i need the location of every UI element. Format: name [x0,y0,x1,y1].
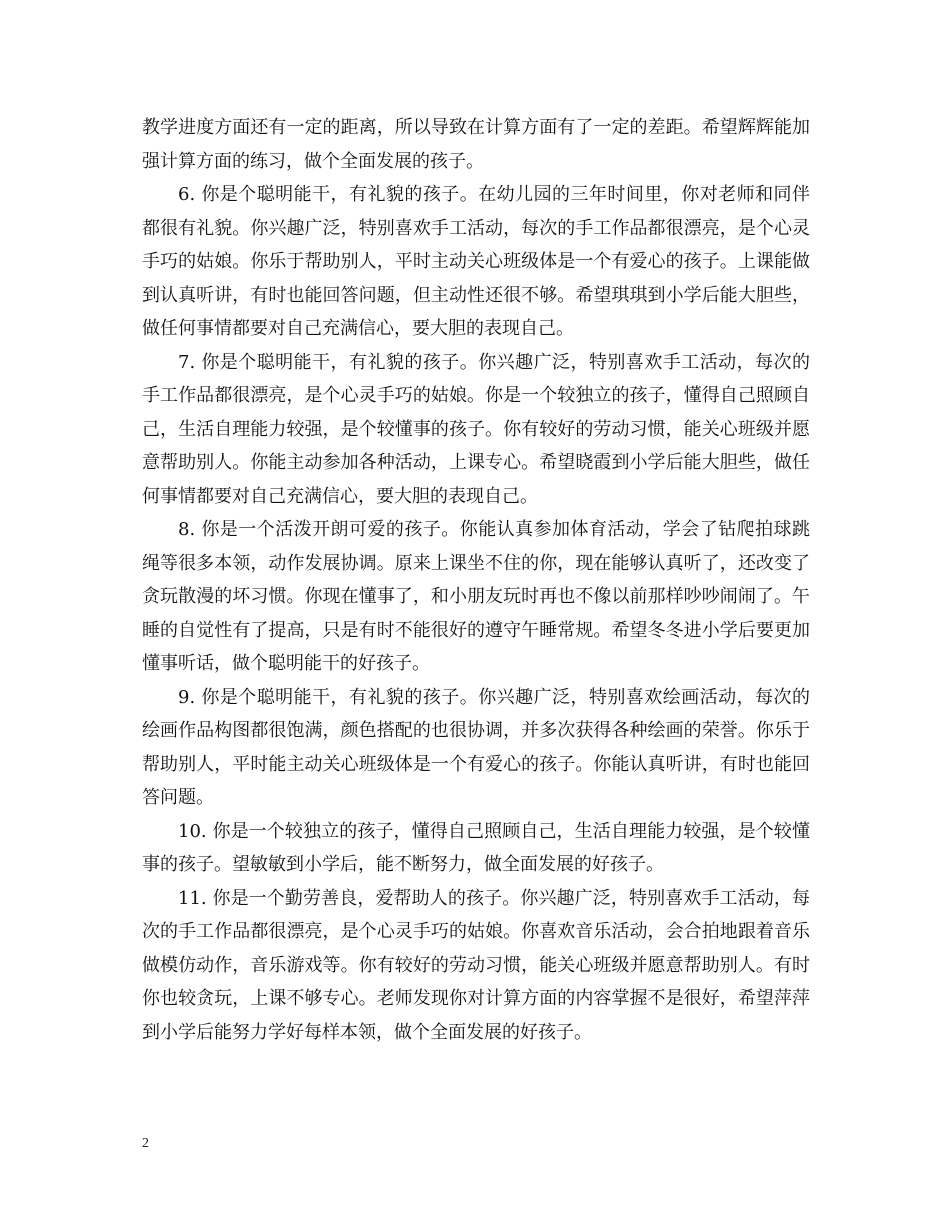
paragraph-item-6: 6. 你是个聪明能干，有礼貌的孩子。在幼儿园的三年时间里，你对老师和同伴都很有礼貌。你兴趣广泛，特别喜欢手工活动，每次的手工作品都很漂亮，是个心灵手巧的姑娘。你乐于帮助别人，平时主动关心班级体是一个有爱心的孩子。上课能做到认真听讲，有时也能回答问题，但主动性还很不够。希望琪琪到小学后能大胆些，做任何事情都要对自己充满信心，要大胆的表现自己。 [142,184,810,339]
document-body [142,111,810,1049]
page-number: 2 [142,1136,149,1151]
paragraph-continued: 教学进度方面还有一定的距离，所以导致在计算方面有了一定的差距。希望辉辉能加强计算方面的练习，做个全面发展的孩子。 [142,117,810,172]
paragraph-item-7: 7. 你是个聪明能干，有礼貌的孩子。你兴趣广泛，特别喜欢手工活动，每次的手工作品都很漂亮，是个心灵手巧的姑娘。你是一个较独立的孩子，懂得自己照顾自己，生活自理能力较强，是个较懂事的孩子。你有较好的劳动习惯，能关心班级并愿意帮助别人。你能主动参加各种活动，上课专心。希望晓霞到小学后能大胆些，做任何事情都要对自己充满信心，要大胆的表现自己。 [142,351,810,507]
paragraph-item-8: 8. 你是一个活泼开朗可爱的孩子。你能认真参加体育活动，学会了钻爬拍球跳绳等很多本领，动作发展协调。原来上课坐不住的你，现在能够认真听了，还改变了贪玩散漫的坏习惯。你现在懂事了，和小朋友玩时再也不像以前那样吵吵闹闹了。午睡的自觉性有了提高，只是有时不能很好的遵守午睡常规。希望冬冬进小学后要更加懂事听话，做个聪明能干的好孩子。 [142,519,810,674]
paragraph-item-11: 11. 你是一个勤劳善良，爱帮助人的孩子。你兴趣广泛，特别喜欢手工活动，每次的手工作品都很漂亮，是个心灵手巧的姑娘。你喜欢音乐活动，会合拍地跟着音乐做模仿动作，音乐游戏等。你有较好的劳动习惯，能关心班级并愿意帮助别人。有时你也较贪玩，上课不够专心。老师发现你对计算方面的内容掌握不是很好，希望萍萍到小学后能努力学好每样本领，做个全面发展的好孩子。 [142,887,810,1043]
paragraph-item-9: 9. 你是个聪明能干，有礼貌的孩子。你兴趣广泛，特别喜欢绘画活动，每次的绘画作品构图都很饱满，颜色搭配的也很协调，并多次获得各种绘画的荣誉。你乐于帮助别人，平时能主动关心班级体是一个有爱心的孩子。你能认真听讲，有时也能回答问题。 [142,686,810,808]
paragraph-item-10: 10. 你是一个较独立的孩子，懂得自己照顾自己，生活自理能力较强，是个较懂事的孩子。望敏敏到小学后，能不断努力，做全面发展的好孩子。 [142,820,810,875]
